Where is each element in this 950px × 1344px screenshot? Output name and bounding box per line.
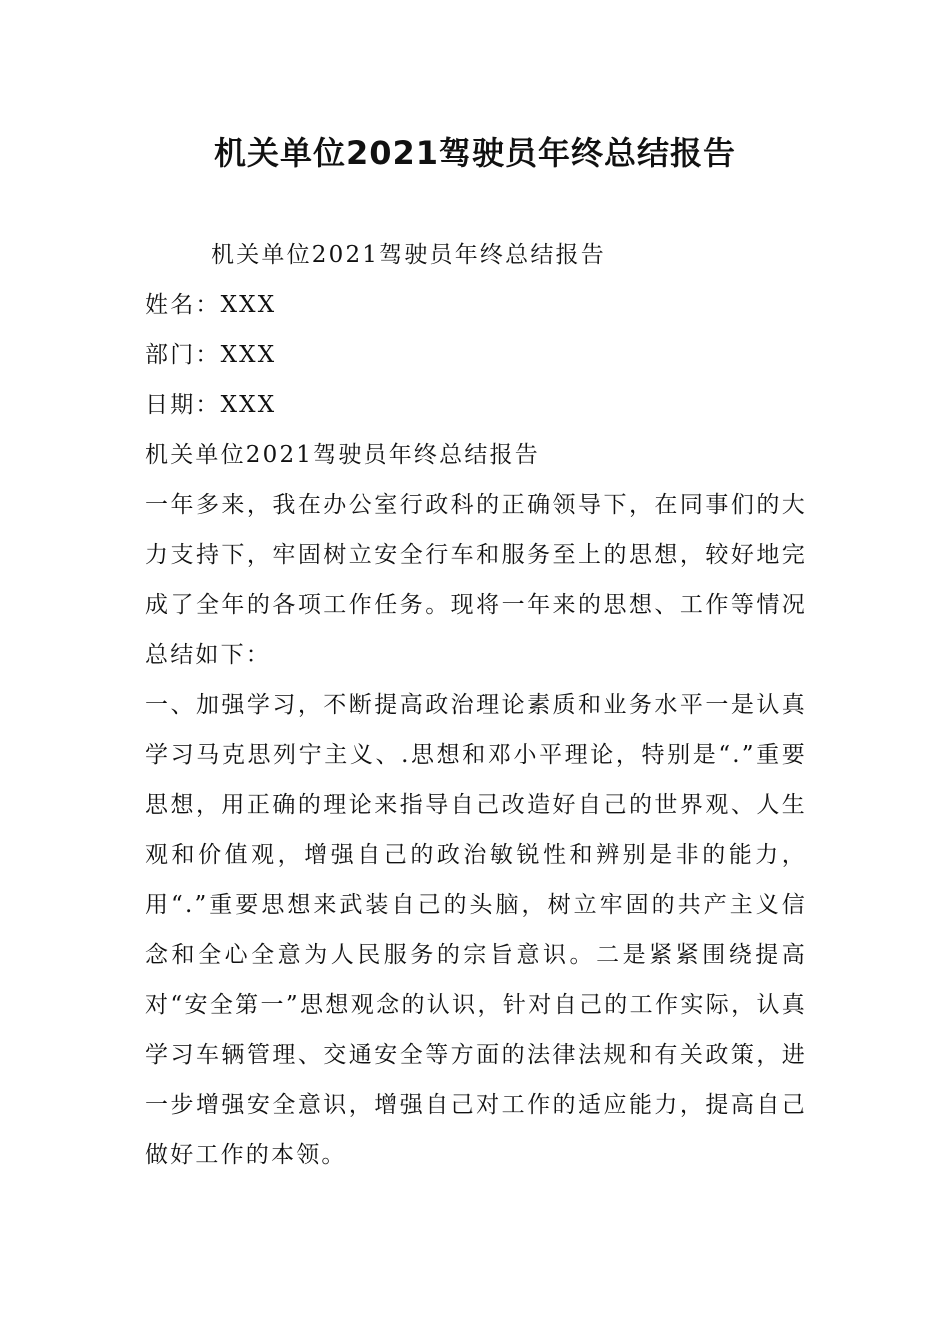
document-body	[145, 230, 807, 1180]
document-title: 机关单位2021驾驶员年终总结报告	[213, 134, 737, 172]
field-name: 姓名：XXX	[145, 292, 277, 318]
document-subtitle: 机关单位2021驾驶员年终总结报告	[211, 242, 606, 268]
paragraph-section-one: 一、加强学习，不断提高政治理论素质和业务水平一是认真学习马克思列宁主义、.思想和邓小平理论，特别是“.”重要思想，用正确的理论来指导自己改造好自己的世界观、人生观和价值观，增强自己的政治敏锐性和辨别是非的能力，用“.”重要思想来武装自己的头脑，树立牢固的共产主义信念和全心全意为人民服务的宗旨意识。二是紧紧围绕提高对“安全第一”思想观念的认识，针对自己的工作实际，认真学习车辆管理、交通安全等方面的法律法规和有关政策，进一步增强安全意识，增强自己对工作的适应能力，提高自己做好工作的本领。	[145, 692, 807, 1168]
section-heading: 机关单位2021驾驶员年终总结报告	[145, 442, 540, 468]
field-department: 部门：XXX	[145, 342, 277, 368]
field-date: 日期：XXX	[145, 392, 277, 418]
paragraph-intro: 一年多来，我在办公室行政科的正确领导下，在同事们的大力支持下，牢固树立安全行车和服务至上的思想，较好地完成了全年的各项工作任务。现将一年来的思想、工作等情况总结如下：	[145, 492, 807, 668]
